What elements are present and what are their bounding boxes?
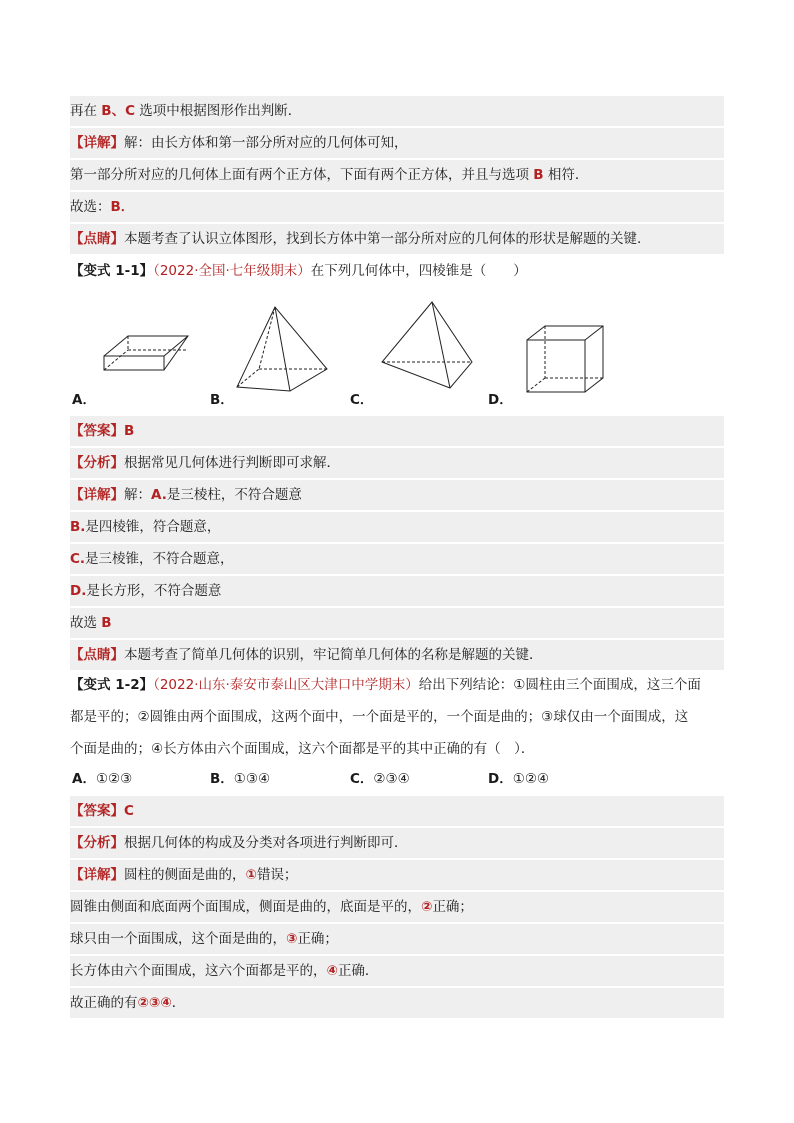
detail-text: 长方体由六个面围成，这六个面都是平的， <box>70 963 327 979</box>
note-text: 本题考查了简单几何体的识别，牢记简单几何体的名称是解题的关键． <box>124 647 543 663</box>
q2-detail-line-4 <box>70 956 724 986</box>
answer-tag: 【答案】 <box>70 803 124 819</box>
analysis-tag: 【分析】 <box>70 835 124 851</box>
answer-tag: 【答案】 <box>70 423 124 439</box>
option-letter: C. <box>70 551 86 567</box>
detail-text: 相符． <box>543 167 589 183</box>
option-c-label[interactable]: C． <box>350 392 374 408</box>
detail-tag: 【详解】 <box>70 867 124 883</box>
q0-choose-line <box>70 192 724 222</box>
circled-number: ④ <box>326 963 338 979</box>
detail-text: 解：由长方体和第一部分所对应的几何体可知， <box>124 135 408 151</box>
q1-detail-line-a <box>70 480 724 510</box>
detail-text: 是长方形，不符合题意 <box>86 583 222 599</box>
q2-title-line <box>70 670 724 700</box>
option-a[interactable] <box>72 764 132 794</box>
detail-text: 圆柱的侧面是曲的， <box>124 867 246 883</box>
detail-text: 正确； <box>432 899 473 915</box>
circled-number: ③ <box>286 931 298 947</box>
choose-answer: B <box>101 615 112 631</box>
note-tag: 【点睛】 <box>70 647 124 663</box>
q2-stem-line-2 <box>70 702 724 732</box>
question-source: （2022·全国·七年级期末） <box>153 263 311 279</box>
q0-note-line <box>70 224 724 254</box>
circled-number: ② <box>421 899 433 915</box>
q2-detail-line-3 <box>70 924 724 954</box>
detail-text: 正确； <box>297 931 338 947</box>
option-b-label[interactable]: B． <box>210 392 234 408</box>
q1-analysis-line <box>70 448 724 478</box>
q0-detail-line <box>70 128 724 158</box>
detail-text: 正确． <box>337 963 379 979</box>
detail-text: 第一部分所对应的几何体上面有两个正方体，下面有两个正方体，并且与选项 <box>70 167 534 183</box>
answer-value: B <box>124 423 135 439</box>
figure-d-cuboid <box>525 322 605 396</box>
choose-label: 故选 <box>70 615 102 631</box>
detail-text: 是三棱锥，不符合题意， <box>85 551 234 567</box>
choose-answer: B． <box>110 199 135 215</box>
option-letter: B <box>533 167 544 183</box>
q1-answer-line <box>70 416 724 446</box>
variant-tag: 【变式 1-2】 <box>70 677 154 693</box>
answer-value: C <box>124 803 134 819</box>
detail-text: 错误； <box>256 867 298 883</box>
option-a-label[interactable]: A． <box>72 392 96 408</box>
q1-choose-line <box>70 608 724 638</box>
figure-c-triangular-pyramid <box>380 300 475 392</box>
q1-detail-line-b <box>70 512 724 542</box>
q2-analysis-line <box>70 828 724 858</box>
question-source: （2022·山东·泰安市泰山区大津口中学期末） <box>153 677 419 693</box>
option-d-label[interactable]: D． <box>488 392 513 408</box>
q1-detail-line-d <box>70 576 724 606</box>
option-letter: C． <box>350 771 374 787</box>
option-letter: A. <box>151 487 167 503</box>
q0-detail-line-2 <box>70 160 724 190</box>
variant-tag: 【变式 1-1】 <box>70 263 154 279</box>
q2-detail-line-2 <box>70 892 724 922</box>
option-letter: D. <box>70 583 87 599</box>
q2-options-line <box>70 764 724 794</box>
figure-b-square-pyramid <box>235 305 330 393</box>
intro-options: B、C <box>101 103 135 119</box>
option-letter: B． <box>210 771 234 787</box>
option-d[interactable] <box>488 764 549 794</box>
detail-text: 是三棱柱，不符合题意 <box>166 487 302 503</box>
option-text: ①②④ <box>512 771 550 787</box>
detail-text: 球只由一个面围成，这个面是曲的， <box>70 931 286 947</box>
analysis-text: 根据常见几何体进行判断即可求解． <box>124 455 340 471</box>
analysis-tag: 【分析】 <box>70 455 124 471</box>
option-c[interactable] <box>350 764 410 794</box>
q1-note-line <box>70 640 724 670</box>
note-text: 本题考查了认识立体图形，找到长方体中第一部分所对应的几何体的形状是解题的关键. <box>124 231 642 247</box>
option-b[interactable] <box>210 764 270 794</box>
q2-stem-line-3 <box>70 734 724 764</box>
circled-numbers: ②③④ <box>137 995 172 1011</box>
option-text: ②③④ <box>373 771 410 787</box>
q2-detail-line-1 <box>70 860 724 890</box>
q2-final-line <box>70 988 724 1018</box>
final-text: 故正确的有 <box>70 995 138 1011</box>
note-tag: 【点睛】 <box>70 231 124 247</box>
option-letter: D． <box>488 771 513 787</box>
detail-tag: 【详解】 <box>70 135 124 151</box>
circled-number: ① <box>245 867 257 883</box>
detail-tag: 【详解】 <box>70 487 124 503</box>
intro-line <box>70 96 724 126</box>
detail-text: 解： <box>124 487 151 503</box>
intro-pre: 再在 <box>70 103 102 119</box>
question-stem: 给出下列结论：①圆柱由三个面围成，这三个面 <box>418 677 701 693</box>
option-letter: B. <box>70 519 86 535</box>
analysis-text: 根据几何体的构成及分类对各项进行判断即可． <box>124 835 408 851</box>
q1-detail-line-c <box>70 544 724 574</box>
option-text: ①③④ <box>233 771 271 787</box>
detail-text: 圆锥由侧面和底面两个面围成，侧面是曲的，底面是平的， <box>70 899 421 915</box>
question-stem: 在下列几何体中，四棱锥是（ ） <box>310 263 527 279</box>
detail-text: 是四棱锥，符合题意， <box>85 519 221 535</box>
option-text: ①②③ <box>95 771 133 787</box>
q1-title-line <box>70 256 724 286</box>
question-stem: 个面是曲的；④长方体由六个面围成，这六个面都是平的其中正确的有（ ）． <box>70 741 535 757</box>
q2-answer-line <box>70 796 724 826</box>
final-text: ． <box>171 995 186 1011</box>
option-letter: A． <box>72 771 96 787</box>
question-stem: 都是平的；②圆锥由两个面围成，这两个面中，一个面是平的，一个面是曲的；③球仅由一个面围成，这 <box>70 709 689 725</box>
choose-label: 故选： <box>70 199 111 215</box>
intro-post: 选项中根据图形作出判断． <box>135 103 302 119</box>
figure-a-prism <box>100 330 192 378</box>
